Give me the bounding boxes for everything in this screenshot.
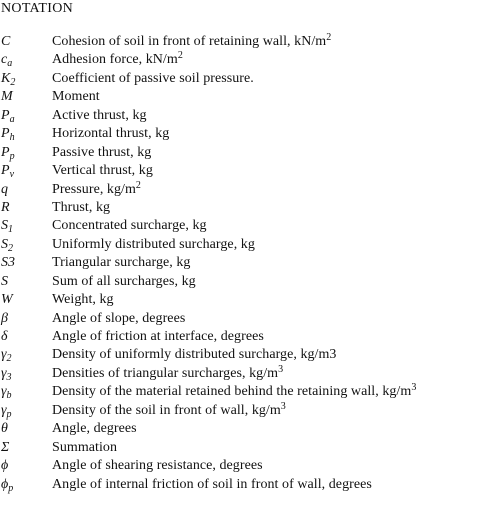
symbol-letter: β xyxy=(1,310,8,326)
description-text: Concentrated surcharge, kg xyxy=(52,218,207,234)
symbol-letter: γ xyxy=(1,402,7,418)
notation-description xyxy=(52,457,263,476)
description-text: Uniformly distributed surcharge, kg xyxy=(52,236,255,252)
symbol-letter: P xyxy=(1,144,10,160)
symbol-subscript: b xyxy=(6,390,12,402)
description-text: Passive thrust, kg xyxy=(52,144,152,160)
description-text: Angle of friction at interface, degrees xyxy=(52,329,264,344)
symbol-letter: γ xyxy=(1,347,7,363)
description-superscript: 3 xyxy=(280,400,286,412)
symbol-letter: S xyxy=(1,218,8,234)
description-superscript: 3 xyxy=(278,363,284,375)
notation-row xyxy=(0,328,497,346)
symbol-letter: C xyxy=(1,34,11,49)
symbol-letter: K xyxy=(1,70,11,86)
notation-symbol xyxy=(1,420,49,439)
notation-symbol xyxy=(1,107,49,126)
symbol-letter: S xyxy=(1,273,8,289)
notation-symbol xyxy=(1,254,49,273)
notation-description xyxy=(52,476,372,495)
notation-description xyxy=(52,273,196,292)
notation-description xyxy=(52,383,416,402)
description-text: Cohesion of soil in front of retaining wall, kN/m xyxy=(52,34,327,49)
notation-description xyxy=(52,70,254,89)
notation-symbol xyxy=(1,476,49,495)
symbol-letter: q xyxy=(1,181,8,197)
symbol-letter: ϕ xyxy=(1,476,9,492)
notation-row xyxy=(0,254,497,272)
notation-symbol xyxy=(1,328,49,347)
notation-description xyxy=(52,217,207,236)
symbol-letter: Σ xyxy=(1,439,10,455)
notation-symbol xyxy=(1,291,49,310)
symbol-letter: P xyxy=(1,126,10,142)
symbol-subscript: p xyxy=(8,482,14,494)
symbol-letter: W xyxy=(1,292,13,308)
notation-description xyxy=(52,181,141,200)
notation-row xyxy=(0,144,497,162)
notation-row xyxy=(0,125,497,143)
notation-row xyxy=(0,88,497,106)
symbol-subscript: a xyxy=(7,58,13,70)
notation-description xyxy=(52,33,331,52)
notation-description xyxy=(52,420,137,439)
description-text: Angle of internal friction of soil in front of wall, degrees xyxy=(52,476,372,492)
symbol-subscript: p xyxy=(6,408,12,420)
notation-row xyxy=(0,383,497,401)
notation-description xyxy=(52,310,185,329)
description-superscript: 2 xyxy=(177,50,183,62)
description-superscript: 2 xyxy=(326,32,332,43)
symbol-letter: θ xyxy=(1,421,8,437)
symbol-subscript: h xyxy=(9,132,15,144)
notation-description xyxy=(52,144,151,163)
description-text: Active thrust, kg xyxy=(52,107,147,123)
symbol-subscript: 1 xyxy=(8,224,13,236)
description-text: Pressure, kg/m xyxy=(52,181,136,197)
notation-row xyxy=(0,402,497,420)
notation-symbol xyxy=(1,199,49,218)
description-superscript: 2 xyxy=(135,179,141,191)
notation-row xyxy=(0,162,497,180)
notation-symbol xyxy=(1,346,49,365)
description-superscript: 3 xyxy=(411,382,417,394)
notation-description xyxy=(52,291,114,310)
notation-symbol xyxy=(1,402,49,421)
description-text: Sum of all surcharges, kg xyxy=(52,273,196,289)
notation-row xyxy=(0,273,497,291)
description-text: Angle of slope, degrees xyxy=(52,310,186,326)
notation-description xyxy=(52,125,169,144)
symbol-letter: c xyxy=(1,52,8,68)
symbol-letter: δ xyxy=(1,329,8,344)
symbol-letter: ϕ xyxy=(1,458,9,474)
notation-symbol xyxy=(1,365,49,384)
description-text: Adhesion force, kN/m xyxy=(52,52,178,68)
notation-symbol xyxy=(1,125,49,144)
description-text: Moment xyxy=(52,89,100,105)
notation-symbol xyxy=(1,383,49,402)
notation-row xyxy=(0,439,497,457)
notation-heading: NOTATION xyxy=(1,1,74,16)
notation-symbol xyxy=(1,88,49,107)
notation-symbol xyxy=(1,236,49,255)
notation-row xyxy=(0,476,497,494)
notation-symbol xyxy=(1,457,49,476)
notation-row xyxy=(0,217,497,235)
notation-row xyxy=(0,346,497,364)
symbol-subscript: 3 xyxy=(6,371,12,383)
notation-symbol xyxy=(1,310,49,329)
notation-row xyxy=(0,420,497,438)
notation-symbol xyxy=(1,439,49,458)
description-text: Triangular surcharge, kg xyxy=(52,255,191,271)
notation-row xyxy=(0,457,497,475)
symbol-subscript: 2 xyxy=(10,76,16,88)
notation-symbol xyxy=(1,273,49,292)
symbol-letter: S3 xyxy=(1,255,15,271)
symbol-letter: M xyxy=(1,89,13,105)
symbol-letter: R xyxy=(1,199,10,215)
symbol-letter: γ xyxy=(1,365,7,381)
notation-row xyxy=(0,236,497,254)
description-text: Horizontal thrust, kg xyxy=(52,126,170,142)
notation-description xyxy=(52,236,255,255)
notation-symbol xyxy=(1,70,49,89)
notation-symbol xyxy=(1,162,49,181)
notation-row xyxy=(0,107,497,125)
description-text: Thrust, kg xyxy=(52,199,111,215)
notation-list xyxy=(0,33,497,494)
description-text: Angle, degrees xyxy=(52,421,137,437)
description-text: Summation xyxy=(52,439,118,455)
notation-symbol xyxy=(1,144,49,163)
notation-description xyxy=(52,439,117,458)
notation-description xyxy=(52,365,283,384)
description-text: Weight, kg xyxy=(52,292,114,308)
notation-symbol xyxy=(1,181,49,200)
symbol-subscript: p xyxy=(9,150,15,162)
notation-row xyxy=(0,70,497,88)
notation-description xyxy=(52,199,110,218)
notation-row xyxy=(0,199,497,217)
notation-description xyxy=(52,107,147,126)
symbol-subscript: 2 xyxy=(6,353,12,365)
symbol-subscript: v xyxy=(9,169,15,181)
notation-symbol xyxy=(1,51,49,70)
description-text: Density of uniformly distributed surcharge, kg/m3 xyxy=(52,347,337,363)
notation-description xyxy=(52,328,264,347)
notation-description xyxy=(52,162,153,181)
notation-symbol xyxy=(1,217,49,236)
notation-row xyxy=(0,365,497,383)
notation-description xyxy=(52,402,286,421)
notation-description xyxy=(52,88,100,107)
description-text: Density of the soil in front of wall, kg/m xyxy=(52,402,281,418)
symbol-letter: γ xyxy=(1,384,7,400)
notation-description xyxy=(52,346,336,365)
symbol-letter: S xyxy=(1,236,8,252)
notation-description xyxy=(52,254,190,273)
description-text: Angle of shearing resistance, degrees xyxy=(52,458,263,474)
description-text: Densities of triangular surcharges, kg/m xyxy=(52,365,279,381)
symbol-subscript: 2 xyxy=(8,242,13,254)
symbol-letter: P xyxy=(1,163,10,179)
symbol-letter: P xyxy=(1,107,10,123)
description-text: Density of the material retained behind the retaining wall, kg/m xyxy=(52,384,412,400)
description-text: Coefficient of passive soil pressure. xyxy=(52,70,254,86)
notation-row xyxy=(0,33,497,51)
notation-row xyxy=(0,310,497,328)
notation-row xyxy=(0,181,497,199)
notation-row xyxy=(0,291,497,309)
notation-symbol xyxy=(1,33,49,52)
symbol-subscript: a xyxy=(9,113,15,125)
notation-row xyxy=(0,51,497,69)
description-text: Vertical thrust, kg xyxy=(52,163,153,179)
notation-description xyxy=(52,51,183,70)
